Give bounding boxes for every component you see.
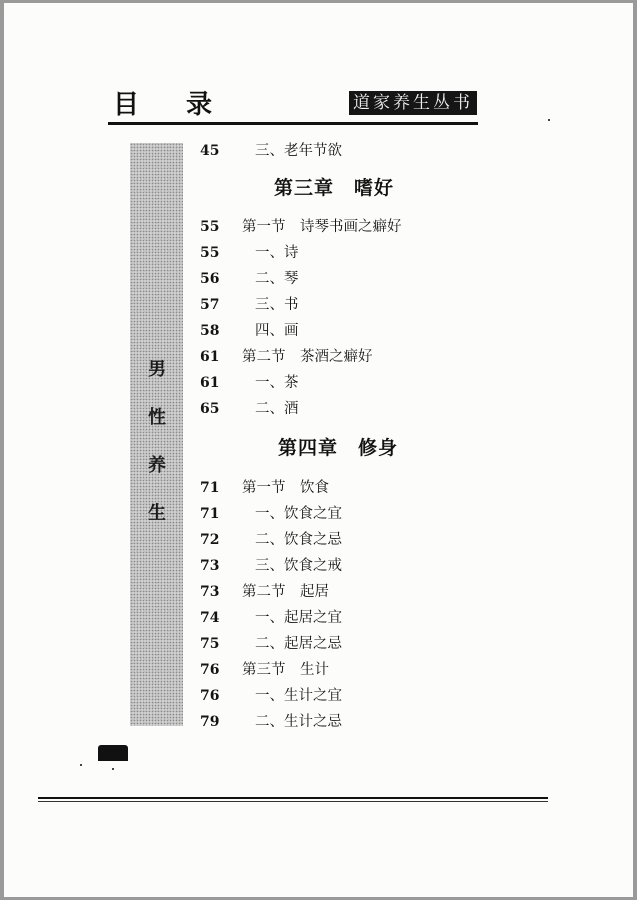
- toc-entry-row[interactable]: [0, 372, 637, 394]
- page-number: 45: [200, 143, 220, 159]
- entry-title: 第一节 诗琴书画之癖好: [242, 219, 402, 235]
- entry-title: 第三节 生计: [242, 662, 329, 678]
- page-number: 61: [200, 349, 220, 365]
- entry-title: 一、起居之宜: [255, 610, 342, 626]
- entry-title: 四、画: [255, 323, 299, 339]
- page-number: 58: [200, 323, 220, 339]
- entry-title: 一、生计之宜: [255, 688, 342, 704]
- page-number: 73: [200, 558, 220, 574]
- page-number: 61: [200, 375, 220, 391]
- toc-entry-row[interactable]: [0, 685, 637, 707]
- toc-section-row[interactable]: [0, 581, 637, 603]
- contents-title-char-2: 录: [186, 90, 213, 120]
- toc-entry-row[interactable]: [0, 503, 637, 525]
- spine-title-char: 性: [148, 407, 166, 428]
- entry-title: 二、琴: [255, 271, 299, 287]
- entry-title: 二、生计之忌: [255, 714, 342, 730]
- spine-title-char: 养: [148, 455, 166, 476]
- page-number: 73: [200, 584, 220, 600]
- entry-title: 二、饮食之忌: [255, 532, 342, 548]
- toc-entry-row[interactable]: [0, 555, 637, 577]
- entry-title: 一、茶: [255, 375, 299, 391]
- page-number: 74: [200, 610, 220, 626]
- contents-title-char-1: 目: [113, 90, 140, 120]
- toc-section-row[interactable]: [0, 216, 637, 238]
- page-number: 79: [200, 714, 220, 730]
- toc-entry-row[interactable]: [0, 294, 637, 316]
- entry-title: 二、酒: [255, 401, 299, 417]
- toc-entry-row[interactable]: [0, 320, 637, 342]
- toc-section-row[interactable]: [0, 346, 637, 368]
- entry-title: 第二节 茶酒之癖好: [242, 349, 373, 365]
- entry-title: 第一节 饮食: [242, 480, 329, 496]
- spine-title-char: 男: [148, 359, 166, 380]
- page-number: 71: [200, 506, 220, 522]
- spine-title-char: 生: [148, 503, 166, 524]
- toc-entry-row[interactable]: [0, 529, 637, 551]
- page-number-tab: [98, 745, 128, 761]
- entry-title: 三、老年节欲: [255, 143, 342, 159]
- scan-speck: [80, 764, 82, 766]
- toc-entry-row[interactable]: [0, 607, 637, 629]
- entry-title: 一、饮食之宜: [255, 506, 342, 522]
- page-number: 75: [200, 636, 220, 652]
- entry-title: 一、诗: [255, 245, 299, 261]
- chapter-heading: 第三章 嗜好: [274, 177, 395, 199]
- toc-entry-row[interactable]: [0, 268, 637, 290]
- entry-title: 三、饮食之戒: [255, 558, 342, 574]
- page-number: 71: [200, 480, 220, 496]
- toc-section-row[interactable]: [0, 477, 637, 499]
- page-number: 56: [200, 271, 220, 287]
- entry-title: 第二节 起居: [242, 584, 329, 600]
- toc-entry-row[interactable]: [0, 242, 637, 264]
- footer-rule: [38, 797, 548, 799]
- page-number: 72: [200, 532, 220, 548]
- toc-section-row[interactable]: [0, 659, 637, 681]
- footer-rule-thin: [38, 801, 548, 802]
- toc-entry-row[interactable]: [0, 398, 637, 420]
- scan-speck: [548, 119, 550, 121]
- page-number: 57: [200, 297, 220, 313]
- toc-entry-row[interactable]: [0, 633, 637, 655]
- page-number: 76: [200, 688, 220, 704]
- page-number: 65: [200, 401, 220, 417]
- entry-title: 三、书: [255, 297, 299, 313]
- chapter-heading: 第四章 修身: [278, 437, 399, 459]
- page-number: 55: [200, 245, 220, 261]
- page-number: 76: [200, 662, 220, 678]
- entry-title: 二、起居之忌: [255, 636, 342, 652]
- toc-entry-row[interactable]: [0, 711, 637, 733]
- header-rule: [108, 122, 478, 125]
- scan-speck: [112, 768, 114, 770]
- toc-entry-row[interactable]: [0, 140, 637, 162]
- series-banner: 道家养生丛书: [349, 91, 477, 115]
- page-number: 55: [200, 219, 220, 235]
